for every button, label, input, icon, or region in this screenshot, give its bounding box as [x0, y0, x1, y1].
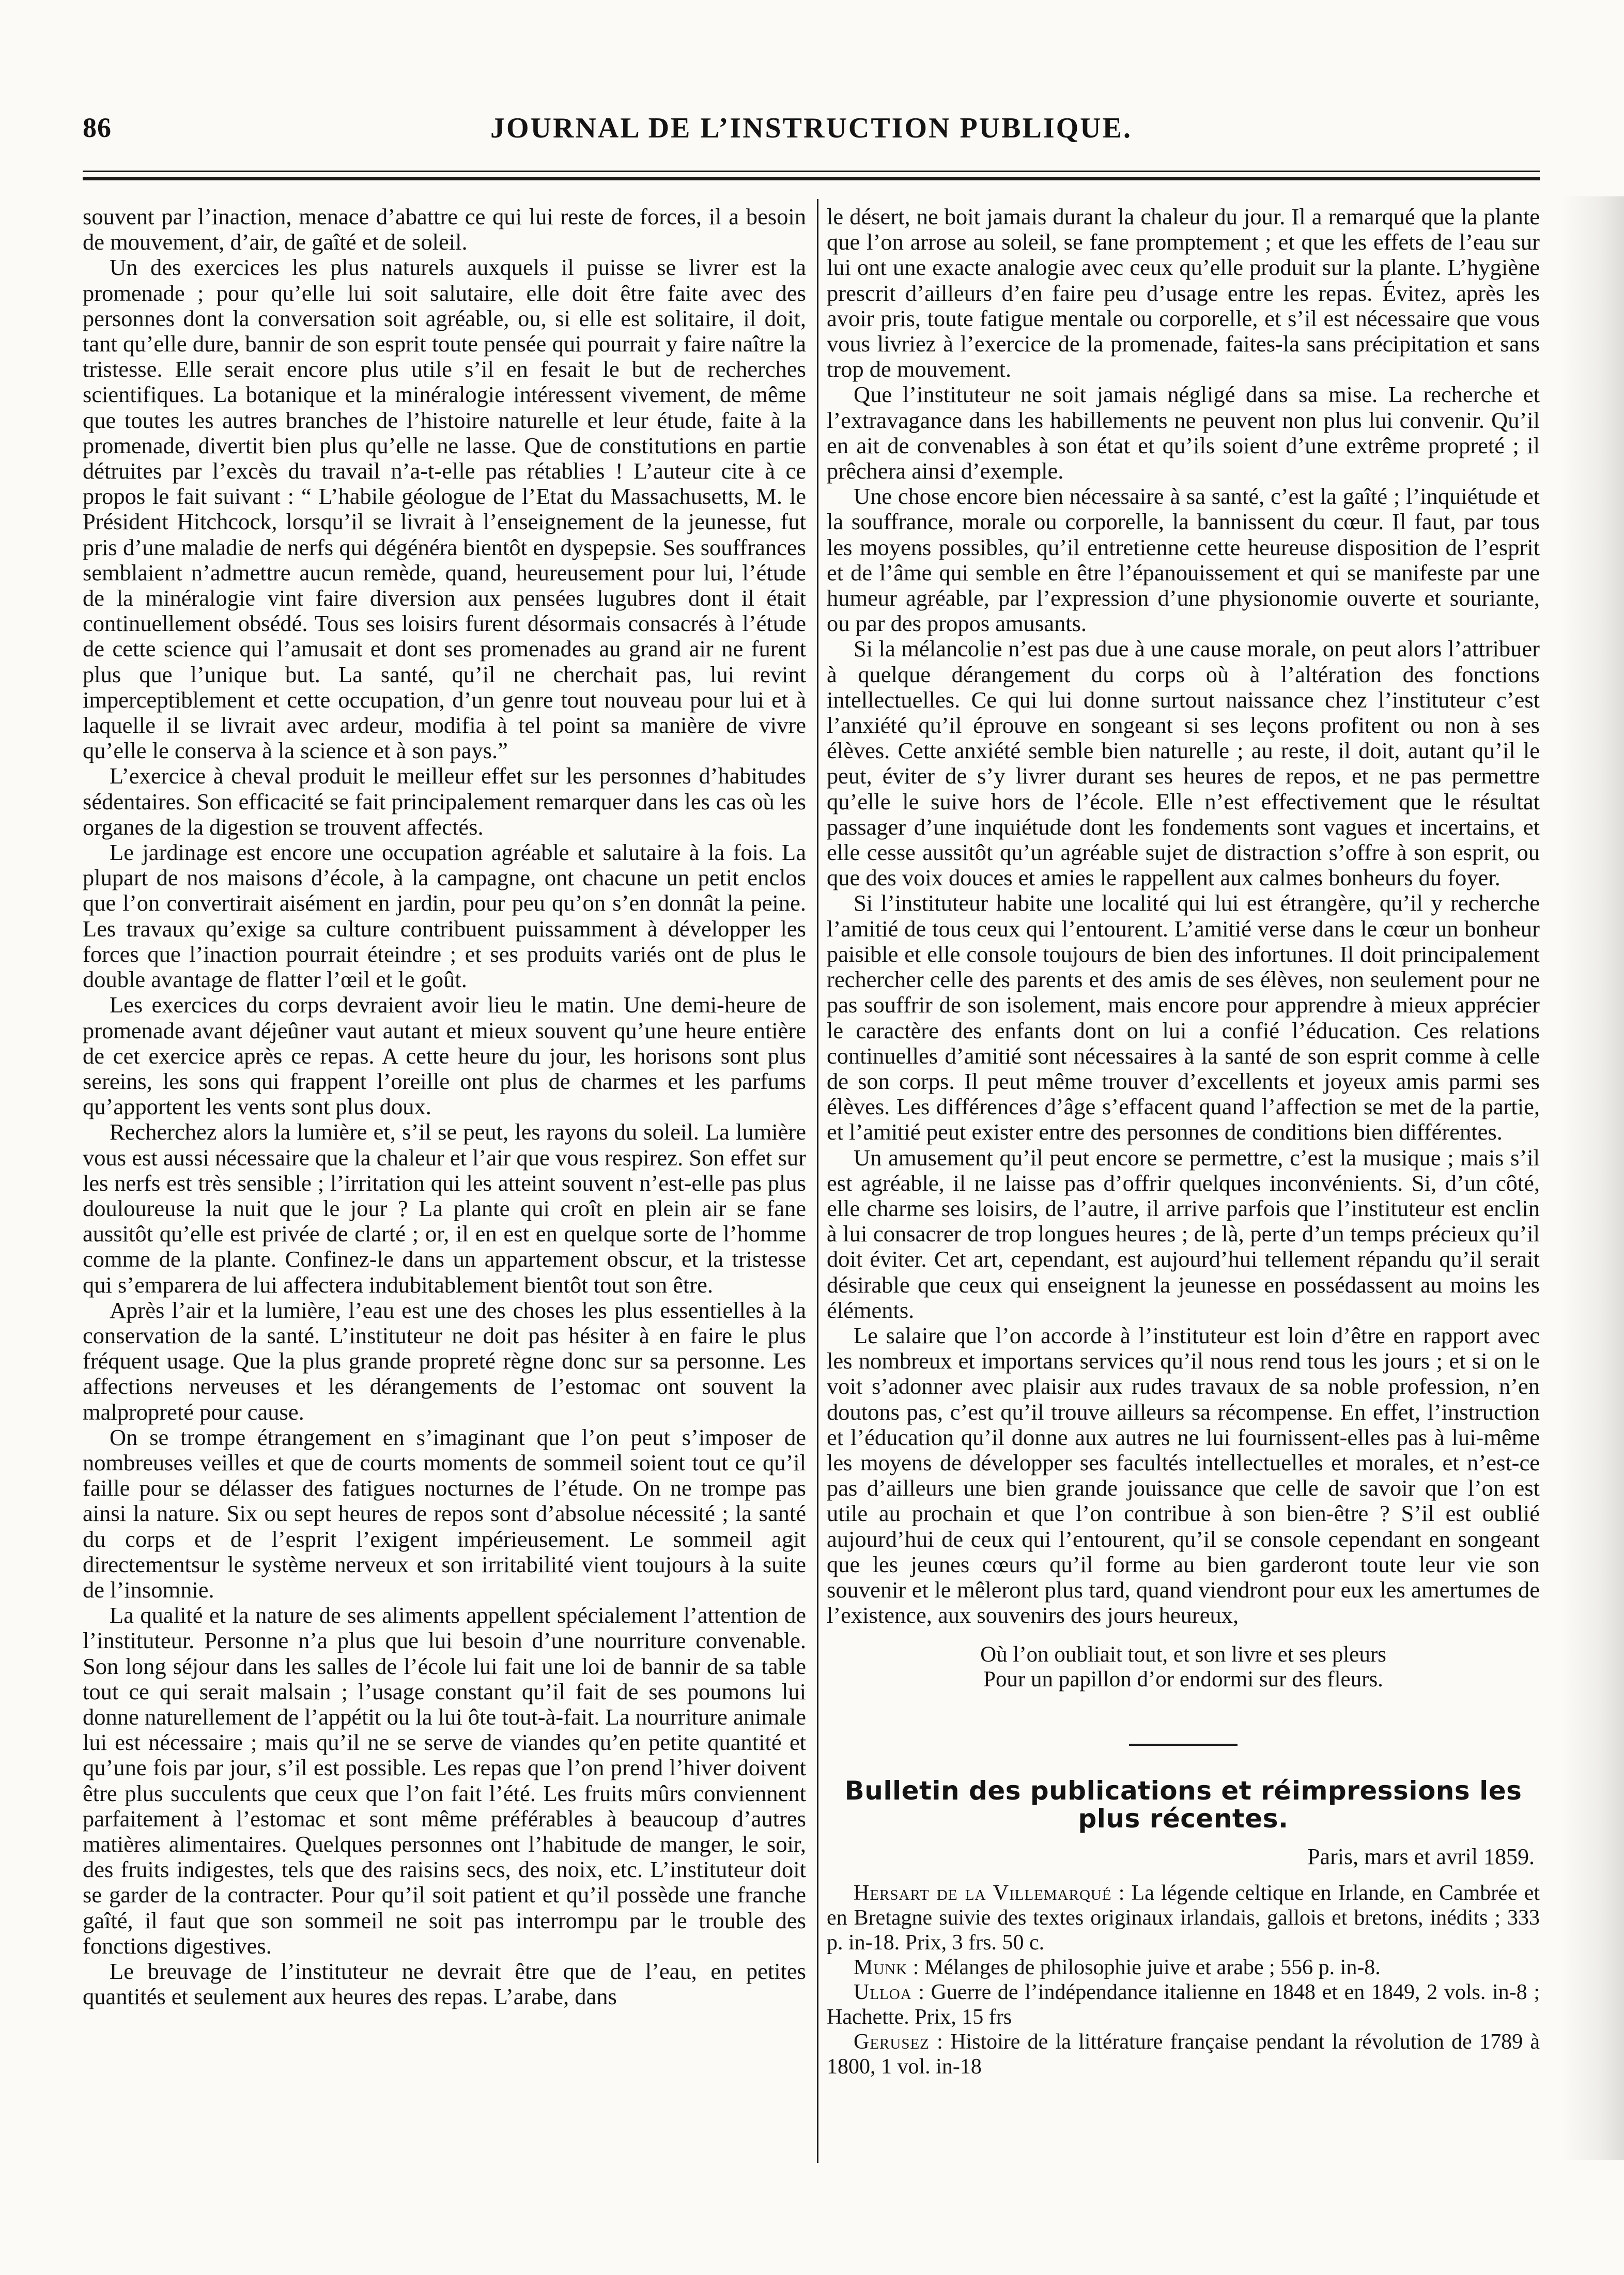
entry-text: : Histoire de la littérature française pendant la révolution de 1789 à 1800, 1 vol. in-18 [827, 2030, 1540, 2079]
header-rule-thin [83, 171, 1540, 172]
bulletin-entry [827, 1881, 1540, 1955]
page-header [83, 112, 1540, 148]
entry-author: Ulloa [854, 1980, 912, 2005]
bulletin-entry [827, 2030, 1540, 2079]
right-column [827, 204, 1540, 2079]
bulletin-entry [827, 1980, 1540, 2030]
paragraph: Le salaire que l’on accorde à l’instituteur est loin d’être en rapport avec les nombreux et importans services qu’il nous rend tous les jours ; et si on le voit s’adonner avec plaisir aux rudes travaux de sa noble profession, n’en doutons pas, c’est qu’il trouve ailleurs sa récompense. En effet, l’instruction et l’éducation qu’il donne aux autres ne lui fournissent-elles pas à lui-même les moyens de développer ses facultés intellectuelles et morales, et n’est-ce pas d’ailleurs une bien grande jouissance que celle de savoir que l’on est utile au prochain et que l’on contribue à son bien-être ? S’il est oublié aujourd’hui de ceux qui l’entourent, qu’il se console cependant en songeant que les jeunes cœurs qu’il forme au bien garderont toute leur vie son souvenir et le mêleront plus tard, quand viendront pour eux les amertumes de l’existence, aux souvenirs des jours heureux, [827, 1322, 1540, 1628]
running-title: JOURNAL DE L’INSTRUCTION PUBLIQUE. [490, 112, 1132, 144]
entry-text: : La légende celtique en Irlande, en Cambrée et en Bretagne suivie des textes originaux irlandais, gallois et bretons, inédits ; 333 p. in-18. Prix, 3 frs. 50 c. [827, 1881, 1540, 1955]
paragraph: Après l’air et la lumière, l’eau est une des choses les plus essentielles à la conservation de la santé. L’instituteur ne doit pas hésiter à en faire le plus fréquent usage. Que la plus grande propreté règne donc sur sa personne. Les affections nerveuses et les dérangements de l’estomac ont souvent la malpropreté pour cause. [83, 1297, 806, 1425]
column-divider [817, 199, 818, 2163]
scan-shadow-edge [1562, 196, 1624, 2160]
verse-line: Pour un papillon d’or endormi sur des fleurs. [983, 1667, 1383, 1692]
paragraph: On se trompe étrangement en s’imaginant que l’on peut s’imposer de nombreuses veilles et que de courts moments de sommeil soient tout ce qu’il faille pour se délasser des fatigues nocturnes de l’étude. On ne trompe pas ainsi la nature. Six ou sept heures de repos sont d’absolue nécessité ; la santé du corps et de l’esprit l’exigent impérieusement. Le sommeil agit directementsur le système nerveux et son irritabilité vient toujours à la suite de l’insomnie. [83, 1424, 806, 1603]
page-number: 86 [83, 112, 112, 143]
entry-author: Gerusez [854, 2030, 930, 2054]
entry-author: Munk [854, 1956, 908, 1980]
paragraph: Un amusement qu’il peut encore se permettre, c’est la musique ; mais s’il est agréable, il ne laisse pas d’offrir quelques inconvénients. Si, d’un côté, elle charme ses loisirs, de l’autre, il arrive parfois que l’instituteur est enclin à lui consacrer de trop longues heures ; de là, perte d’un temps précieux qu’il doit éviter. Cet art, cependant, est aujourd’hui tellement répandu qu’il serait désirable que ceux qui enseignent la jeunesse en possédassent au moins les éléments. [827, 1144, 1540, 1323]
bulletin-entry [827, 1955, 1540, 1980]
entry-text: : Mélanges de philosophie juive et arabe ; 556 p. in-8. [912, 1956, 1381, 1980]
paragraph: Si l’instituteur habite une localité qui lui est étrangère, qu’il y recherche l’amitié de tous ceux qui l’entourent. L’amitié verse dans le cœur un bonheur paisible et elle console toujours de bien des infortunes. Il doit principalement rechercher celle des parents et des amis de ses élèves, non seulement pour ne pas souffrir de son isolement, mais encore pour apprendre à mieux apprécier le caractère des enfants dont on lui a confié l’éducation. Ces relations continuelles d’amitié sont nécessaires à la santé de son esprit comme à celle de son corps. Il peut même trouver d’excellents et joyeux amis parmi ses élèves. Les différences d’âge s’effacent quand l’affection se met de la partie, et l’amitié peut exister entre des personnes de conditions bien différentes. [827, 890, 1540, 1145]
left-column [83, 204, 806, 2009]
paragraph: Que l’instituteur ne soit jamais négligé dans sa mise. La recherche et l’extravagance dans les habillements ne peuvent non plus lui convenir. Qu’il en ait de convenables à son état et qu’ils soient d’une extrême propreté ; il prêchera ainsi d’exemple. [827, 381, 1540, 484]
header-rule-thick [83, 177, 1540, 180]
verse-line: Où l’on oubliait tout, et son livre et ses pleurs [980, 1642, 1386, 1667]
entry-author: Hersart de la Villemarqué [854, 1881, 1112, 1905]
section-separator [1129, 1744, 1238, 1746]
paragraph: Le breuvage de l’instituteur ne devrait être que de l’eau, en petites quantités et seulement aux heures des repas. L’arabe, dans [83, 1958, 806, 2010]
paragraph: Les exercices du corps devraient avoir lieu le matin. Une demi-heure de promenade avant déjeûner vaut autant et mieux souvent qu’une heure entière de cet exercice après ce repas. A cette heure du jour, les horisons sont plus sereins, les sons qui frappent l’oreille ont plus de charmes et les parfums qu’apportent les vents sont plus doux. [83, 992, 806, 1120]
paragraph: L’exercice à cheval produit le meilleur effet sur les personnes d’habitudes sédentaires. Son efficacité se fait principalement remarquer dans les cas où les organes de la digestion se trouvent affectés. [83, 763, 806, 840]
bulletin-date: Paris, mars et avril 1859. [1307, 1844, 1535, 1870]
paragraph: La qualité et la nature de ses aliments appellent spécialement l’attention de l’instituteur. Personne n’a plus que lui besoin d’une nourriture convenable. Son long séjour dans les salles de l’école lui fait une loi de bannir de sa table tout ce qui serait malsain ; l’usage constant qu’il fait de ses poumons lui donne naturellement de l’appétit ou la lui ôte tout-à-fait. La nourriture animale lui est nécessaire ; mais qu’il ne se serve de viandes qu’en petite quantité et qu’une fois par jour, s’il est possible. Les repas que l’on prend l’hiver doivent être plus succulents que ceux que l’on fait l’été. Les fruits mûrs conviennent parfaitement à l’estomac et sont même préférables à beaucoup d’autres matières alimentaires. Quelques personnes ont l’habitude de manger, le soir, des fruits indigestes, tels que des raisins secs, des noix, etc. L’instituteur doit se garder de la contracter. Pour qu’il soit patient et qu’il possède une franche gaîté, il faut que son sommeil ne soit pas interrompu par le trouble des fonctions digestives. [83, 1602, 806, 1959]
entry-text: : Guerre de l’indépendance italienne en 1848 et en 1849, 2 vols. in-8 ; Hachette. Prix, 15 frs [827, 1980, 1540, 2030]
paragraph: souvent par l’inaction, menace d’abattre ce qui lui reste de forces, il a besoin de mouvement, d’air, de gaîté et de soleil. [83, 204, 806, 255]
paragraph: Un des exercices les plus naturels auxquels il puisse se livrer est la promenade ; pour qu’elle lui soit salutaire, elle doit être faite avec des personnes dont la conversation soit agréable, ou, si elle est solitaire, il doit, tant qu’elle dure, bannir de son esprit toute pensée qui pourrait y faire naître la tristesse. Elle serait encore plus utile s’il en fesait le but de recherches scientifiques. La botanique et la minéralogie intéressent vivement, de même que toutes les autres branches de l’histoire naturelle et leur étude, faite à la promenade, divertit bien plus qu’elle ne lasse. Que de constitutions en partie détruites par l’excès du travail n’a-t-elle pas rétablies ! L’auteur cite à ce propos le fait suivant : “ L’habile géologue de l’Etat du Massachusetts, M. le Président Hitchcock, lorsqu’il se livrait à l’enseignement de la jeunesse, fut pris d’une maladie de nerfs qui dégénéra bientôt en dyspepsie. Ses souffrances semblaient n’admettre aucun remède, quand, heureusement pour lui, l’étude de la minéralogie vint faire diversion aux pensées lugubres dont il était continuellement obsédé. Tous ses loisirs furent désormais consacrés à l’étude de cette science qui l’amusait et dont ses promenades au grand air ne furent plus que l’unique but. La santé, qu’il ne cherchait pas, lui revint imperceptiblement et cette occupation, d’un genre tout nouveau pour lui et à laquelle il se livrait avec ardeur, modifia à tel point sa manière de vivre qu’elle le conserva à la science et à son pays.” [83, 254, 806, 764]
paragraph: Recherchez alors la lumière et, s’il se peut, les rayons du soleil. La lumière vous est aussi nécessaire que la chaleur et l’air que vous respirez. Son effet sur les nerfs est très sensible ; l’irritation qui les atteint souvent n’est-elle pas plus douloureuse la nuit que le jour ? La plante qui croît en plein air se fane aussitôt qu’elle est privée de clarté ; or, il en est en quelque sorte de l’homme comme de la plante. Confinez-le dans un appartement obscur, et la tristesse qui s’emparera de lui affectera indubitablement bientôt tout son être. [83, 1119, 806, 1298]
paragraph: Le jardinage est encore une occupation agréable et salutaire à la fois. La plupart de nos maisons d’école, à la campagne, ont chacune un petit enclos que l’on convertirait aisément en jardin, pour peu qu’on s’en donnât la peine. Les travaux qu’exige sa culture contribuent puissamment à développer les forces que l’inaction pourrait éteindre ; et ses produits variés ont de plus le double avantage de flatter l’œil et le goût. [83, 839, 806, 993]
paragraph: le désert, ne boit jamais durant la chaleur du jour. Il a remarqué que la plante que l’on arrose au soleil, se fane promptement ; et que les effets de l’eau sur lui ont une exacte analogie avec ceux qu’elle produit sur la plante. L’hygiène prescrit d’ailleurs d’en faire peu d’usage entre les repas. Évitez, après les avoir pris, toute fatigue mentale ou corporelle, et s’il est nécessaire que vous vous livriez à l’exercice de la promenade, faites-la sans précipitation et sans trop de mouvement. [827, 204, 1540, 382]
paragraph: Une chose encore bien nécessaire à sa santé, c’est la gaîté ; l’inquiétude et la souffrance, morale ou corporelle, la bannissent du cœur. Il faut, par tous les moyens possibles, qu’il entretienne cette heureuse disposition de l’esprit et de l’âme qui semble en être l’épanouissement et qui se manifeste par une humeur agréable, par l’expression d’une physionomie ouverte et souriante, ou par des propos amusants. [827, 483, 1540, 637]
verse-quote [827, 1642, 1540, 1692]
bulletin-title: Bulletin des publications et réimpressions les plus récentes. [844, 1776, 1522, 1834]
paragraph: Si la mélancolie n’est pas due à une cause morale, on peut alors l’attribuer à quelque dérangement du corps où à l’altération des fonctions intellectuelles. Ce qui lui donne surtout naissance chez l’instituteur c’est l’anxiété qu’il éprouve en songeant si ses leçons profitent ou non à ses élèves. Cette anxiété semble bien naturelle ; au reste, il doit, autant qu’il le peut, éviter de s’y livrer durant ses heures de repos, et ne pas permettre qu’elle le suive hors de l’école. Elle n’est effectivement que le résultat passager d’une inquiétude dont les fondements sont vagues et incertains, et elle cesse aussitôt qu’un agréable sujet de distraction s’offre à son esprit, ou que des voix douces et amies le rappellent aux calmes bonheurs du foyer. [827, 636, 1540, 891]
